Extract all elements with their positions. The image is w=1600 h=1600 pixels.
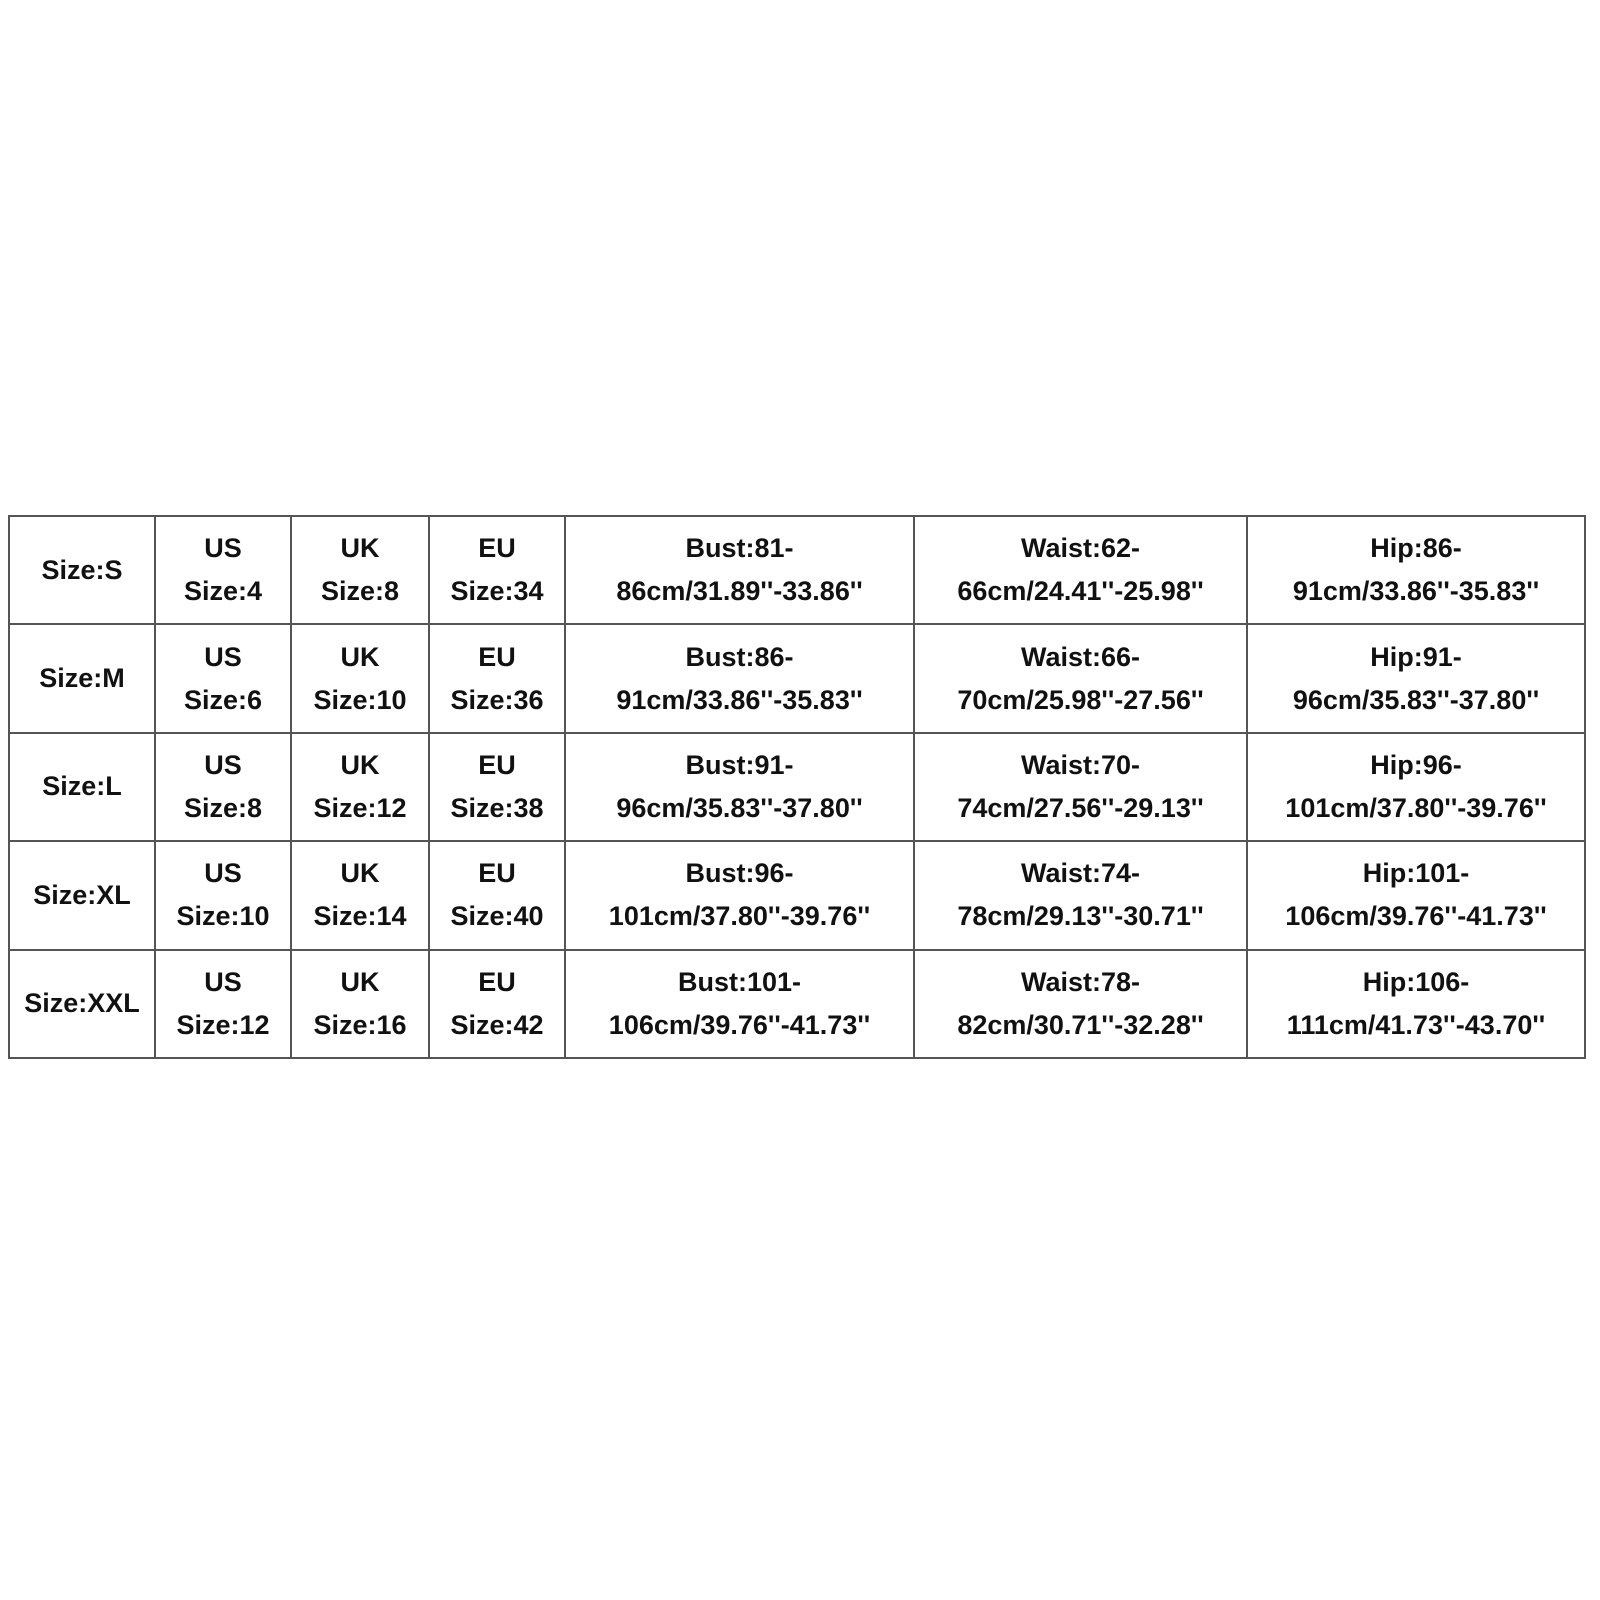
waist-cell	[914, 841, 1247, 949]
hip-cell	[1247, 624, 1585, 732]
us-label: US	[204, 966, 242, 997]
bust-cell	[565, 624, 914, 732]
eu-size-cell	[429, 841, 565, 949]
hip-line-2: 111cm/41.73''-43.70''	[1286, 1009, 1546, 1040]
size-label-cell	[9, 516, 155, 624]
uk-label: UK	[340, 533, 380, 564]
bust-cell	[565, 516, 914, 624]
uk-size-cell	[291, 733, 429, 841]
hip-line-1: Hip:106-	[1362, 966, 1470, 997]
us-size-cell	[155, 733, 291, 841]
waist-cell	[914, 624, 1247, 732]
uk-size-value: Size:8	[320, 576, 400, 607]
hip-line-1: Hip:86-	[1370, 533, 1462, 564]
bust-line-1: Bust:86-	[685, 641, 794, 672]
uk-label: UK	[340, 749, 380, 780]
waist-line-1: Waist:62-	[1020, 533, 1141, 564]
hip-cell	[1247, 950, 1585, 1058]
waist-line-2: 66cm/24.41''-25.98''	[957, 576, 1204, 607]
eu-size-cell	[429, 950, 565, 1058]
hip-line-1: Hip:96-	[1370, 749, 1462, 780]
waist-line-1: Waist:66-	[1020, 641, 1141, 672]
eu-size-value: Size:40	[450, 901, 544, 932]
uk-size-cell	[291, 950, 429, 1058]
size-label-cell	[9, 841, 155, 949]
uk-size-value: Size:10	[313, 684, 407, 715]
uk-size-value: Size:14	[313, 901, 407, 932]
waist-line-2: 74cm/27.56''-29.13''	[957, 792, 1204, 823]
hip-cell	[1247, 841, 1585, 949]
us-size-value: Size:6	[183, 684, 263, 715]
waist-line-1: Waist:78-	[1020, 966, 1141, 997]
eu-label: EU	[478, 858, 516, 889]
bust-cell	[565, 950, 914, 1058]
size-row-s	[9, 516, 1585, 624]
size-row-l	[9, 733, 1585, 841]
size-label: Size:XL	[33, 879, 131, 910]
us-size-cell	[155, 624, 291, 732]
bust-line-2: 106cm/39.76''-41.73''	[608, 1009, 871, 1040]
bust-cell	[565, 733, 914, 841]
waist-line-2: 70cm/25.98''-27.56''	[957, 684, 1204, 715]
eu-label: EU	[478, 533, 516, 564]
bust-line-2: 86cm/31.89''-33.86''	[616, 576, 863, 607]
us-size-cell	[155, 516, 291, 624]
size-label: Size:S	[41, 554, 123, 585]
uk-label: UK	[340, 966, 380, 997]
bust-line-2: 101cm/37.80''-39.76''	[608, 901, 871, 932]
size-label: Size:L	[42, 771, 122, 802]
bust-line-1: Bust:96-	[685, 858, 794, 889]
bust-cell	[565, 841, 914, 949]
waist-cell	[914, 733, 1247, 841]
bust-line-1: Bust:81-	[685, 533, 794, 564]
uk-size-cell	[291, 841, 429, 949]
hip-line-2: 101cm/37.80''-39.76''	[1285, 792, 1547, 823]
eu-size-cell	[429, 516, 565, 624]
hip-line-2: 106cm/39.76''-41.73''	[1285, 901, 1547, 932]
size-label-cell	[9, 950, 155, 1058]
uk-size-value: Size:12	[313, 792, 407, 823]
waist-line-2: 82cm/30.71''-32.28''	[957, 1009, 1204, 1040]
hip-cell	[1247, 733, 1585, 841]
bust-line-2: 96cm/35.83''-37.80''	[616, 792, 863, 823]
waist-line-2: 78cm/29.13''-30.71''	[957, 901, 1204, 932]
us-label: US	[204, 749, 242, 780]
bust-line-1: Bust:101-	[677, 966, 802, 997]
us-label: US	[204, 858, 242, 889]
waist-line-1: Waist:70-	[1020, 749, 1141, 780]
hip-line-2: 96cm/35.83''-37.80''	[1292, 684, 1540, 715]
hip-cell	[1247, 516, 1585, 624]
us-label: US	[204, 641, 242, 672]
size-label-cell	[9, 733, 155, 841]
us-size-value: Size:8	[183, 792, 263, 823]
uk-size-cell	[291, 516, 429, 624]
bust-line-1: Bust:91-	[685, 749, 794, 780]
size-row-xl	[9, 841, 1585, 949]
eu-size-cell	[429, 733, 565, 841]
us-size-cell	[155, 841, 291, 949]
size-label-cell	[9, 624, 155, 732]
waist-line-1: Waist:74-	[1020, 858, 1141, 889]
eu-size-cell	[429, 624, 565, 732]
eu-size-value: Size:36	[450, 684, 544, 715]
us-size-cell	[155, 950, 291, 1058]
uk-size-value: Size:16	[313, 1009, 407, 1040]
bust-line-2: 91cm/33.86''-35.83''	[616, 684, 863, 715]
us-size-value: Size:4	[183, 576, 263, 607]
size-label: Size:M	[39, 663, 125, 694]
eu-label: EU	[478, 749, 516, 780]
us-size-value: Size:10	[176, 901, 270, 932]
size-row-m	[9, 624, 1585, 732]
eu-label: EU	[478, 966, 516, 997]
hip-line-1: Hip:101-	[1362, 858, 1470, 889]
us-size-value: Size:12	[176, 1009, 270, 1040]
size-chart-table	[8, 515, 1586, 1059]
size-label: Size:XXL	[24, 988, 140, 1019]
hip-line-1: Hip:91-	[1370, 641, 1462, 672]
us-label: US	[204, 533, 242, 564]
eu-size-value: Size:38	[450, 792, 544, 823]
waist-cell	[914, 950, 1247, 1058]
eu-size-value: Size:34	[450, 576, 544, 607]
size-row-xxl	[9, 950, 1585, 1058]
waist-cell	[914, 516, 1247, 624]
eu-label: EU	[478, 641, 516, 672]
eu-size-value: Size:42	[450, 1009, 544, 1040]
uk-size-cell	[291, 624, 429, 732]
uk-label: UK	[340, 641, 380, 672]
hip-line-2: 91cm/33.86''-35.83''	[1292, 576, 1540, 607]
uk-label: UK	[340, 858, 380, 889]
